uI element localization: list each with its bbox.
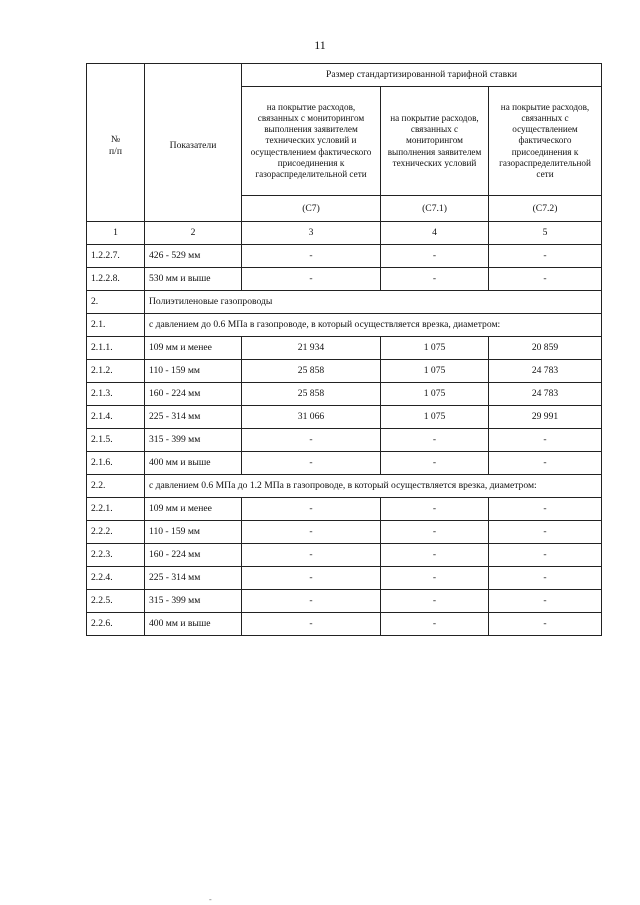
header-c71-code: (С7.1): [381, 196, 489, 222]
row-label: 400 мм и выше: [145, 452, 242, 475]
row-number: 1.2.2.7.: [87, 245, 145, 268]
header-indicator: Показатели: [145, 64, 242, 222]
table-row: [87, 590, 602, 613]
value-c7: -: [242, 498, 381, 521]
value-c71: -: [381, 452, 489, 475]
table-row: [87, 360, 602, 383]
value-c7: -: [242, 429, 381, 452]
row-number: 2.2.1.: [87, 498, 145, 521]
value-c7: 21 934: [242, 337, 381, 360]
row-number: 2.: [87, 291, 145, 314]
table-row: [87, 429, 602, 452]
row-number: 2.1.5.: [87, 429, 145, 452]
value-c72: -: [489, 567, 602, 590]
column-index: 4: [381, 222, 489, 245]
header-c72-code: (С7.2): [489, 196, 602, 222]
header-c72-desc: на покрытие расходов, связанных с осуществлением фактического присоединения к газораспределительной сети: [489, 87, 602, 196]
row-label: 110 - 159 мм: [145, 521, 242, 544]
value-c71: -: [381, 613, 489, 636]
header-c7-desc: на покрытие расходов, связанных с мониторингом выполнения заявителем технических условий и осуществлением фактического присоединения к газораспределительной сети: [242, 87, 381, 196]
value-c7: -: [242, 452, 381, 475]
value-c72: 24 783: [489, 383, 602, 406]
value-c71: -: [381, 567, 489, 590]
value-c71: -: [381, 590, 489, 613]
row-number: 2.2.2.: [87, 521, 145, 544]
row-number: 2.1.6.: [87, 452, 145, 475]
column-index: 3: [242, 222, 381, 245]
value-c7: 31 066: [242, 406, 381, 429]
page-number: 11: [314, 38, 326, 52]
row-label: 315 - 399 мм: [145, 429, 242, 452]
section-title: с давлением 0.6 МПа до 1.2 МПа в газопроводе, в который осуществляется врезка, диаметром:: [145, 475, 602, 498]
value-c71: -: [381, 429, 489, 452]
value-c72: -: [489, 590, 602, 613]
table-row: [87, 268, 602, 291]
value-c7: 25 858: [242, 383, 381, 406]
value-c7: -: [242, 521, 381, 544]
row-label: 109 мм и менее: [145, 498, 242, 521]
header-c71-desc: на покрытие расходов, связанных с мониторингом выполнения заявителем технических условий: [381, 87, 489, 196]
row-label: 110 - 159 мм: [145, 360, 242, 383]
table-row: [87, 567, 602, 590]
table-row: [87, 544, 602, 567]
tariff-table: [86, 63, 602, 636]
table-row: [87, 337, 602, 360]
row-label: 109 мм и менее: [145, 337, 242, 360]
section-row: [87, 314, 602, 337]
table-row: [87, 613, 602, 636]
row-label: 315 - 399 мм: [145, 590, 242, 613]
row-number: 2.1.1.: [87, 337, 145, 360]
value-c72: -: [489, 452, 602, 475]
value-c71: 1 075: [381, 360, 489, 383]
header-number: № п/п: [87, 64, 145, 222]
value-c71: -: [381, 268, 489, 291]
column-index: 2: [145, 222, 242, 245]
value-c72: 29 991: [489, 406, 602, 429]
table-row: [87, 521, 602, 544]
value-c71: 1 075: [381, 406, 489, 429]
row-number: 2.1.4.: [87, 406, 145, 429]
value-c7: -: [242, 245, 381, 268]
section-row: [87, 475, 602, 498]
value-c72: 20 859: [489, 337, 602, 360]
value-c7: 25 858: [242, 360, 381, 383]
value-c7: -: [242, 567, 381, 590]
table-row: [87, 498, 602, 521]
table-row: [87, 245, 602, 268]
header-c7-code: (С7): [242, 196, 381, 222]
row-number: 2.2.4.: [87, 567, 145, 590]
column-index-row: [87, 222, 602, 245]
row-number: 2.2.6.: [87, 613, 145, 636]
value-c72: -: [489, 521, 602, 544]
row-label: 225 - 314 мм: [145, 406, 242, 429]
column-index: 1: [87, 222, 145, 245]
row-label: 530 мм и выше: [145, 268, 242, 291]
row-number: 2.2.3.: [87, 544, 145, 567]
header-rate-group: Размер стандартизированной тарифной ставки: [242, 64, 602, 87]
value-c72: -: [489, 245, 602, 268]
value-c71: 1 075: [381, 383, 489, 406]
value-c72: -: [489, 613, 602, 636]
row-number: 2.2.: [87, 475, 145, 498]
value-c71: -: [381, 498, 489, 521]
value-c7: -: [242, 590, 381, 613]
row-label: 225 - 314 мм: [145, 567, 242, 590]
header-row: [87, 64, 602, 87]
table-row: [87, 383, 602, 406]
row-number: 2.2.5.: [87, 590, 145, 613]
column-index: 5: [489, 222, 602, 245]
value-c71: -: [381, 544, 489, 567]
row-number: 2.1.3.: [87, 383, 145, 406]
table-row: [87, 452, 602, 475]
value-c7: -: [242, 544, 381, 567]
section-title: с давлением до 0.6 МПа в газопроводе, в который осуществляется врезка, диаметром:: [145, 314, 602, 337]
value-c7: -: [242, 268, 381, 291]
scan-mark: -: [209, 895, 212, 904]
row-number: 1.2.2.8.: [87, 268, 145, 291]
row-label: 400 мм и выше: [145, 613, 242, 636]
value-c72: -: [489, 544, 602, 567]
row-label: 160 - 224 мм: [145, 383, 242, 406]
row-number: 2.1.: [87, 314, 145, 337]
value-c72: -: [489, 498, 602, 521]
row-number: 2.1.2.: [87, 360, 145, 383]
value-c72: 24 783: [489, 360, 602, 383]
section-row: [87, 291, 602, 314]
row-label: 160 - 224 мм: [145, 544, 242, 567]
value-c71: -: [381, 245, 489, 268]
value-c71: 1 075: [381, 337, 489, 360]
table-row: [87, 406, 602, 429]
value-c72: -: [489, 429, 602, 452]
section-title: Полиэтиленовые газопроводы: [145, 291, 602, 314]
value-c71: -: [381, 521, 489, 544]
row-label: 426 - 529 мм: [145, 245, 242, 268]
value-c7: -: [242, 613, 381, 636]
value-c72: -: [489, 268, 602, 291]
